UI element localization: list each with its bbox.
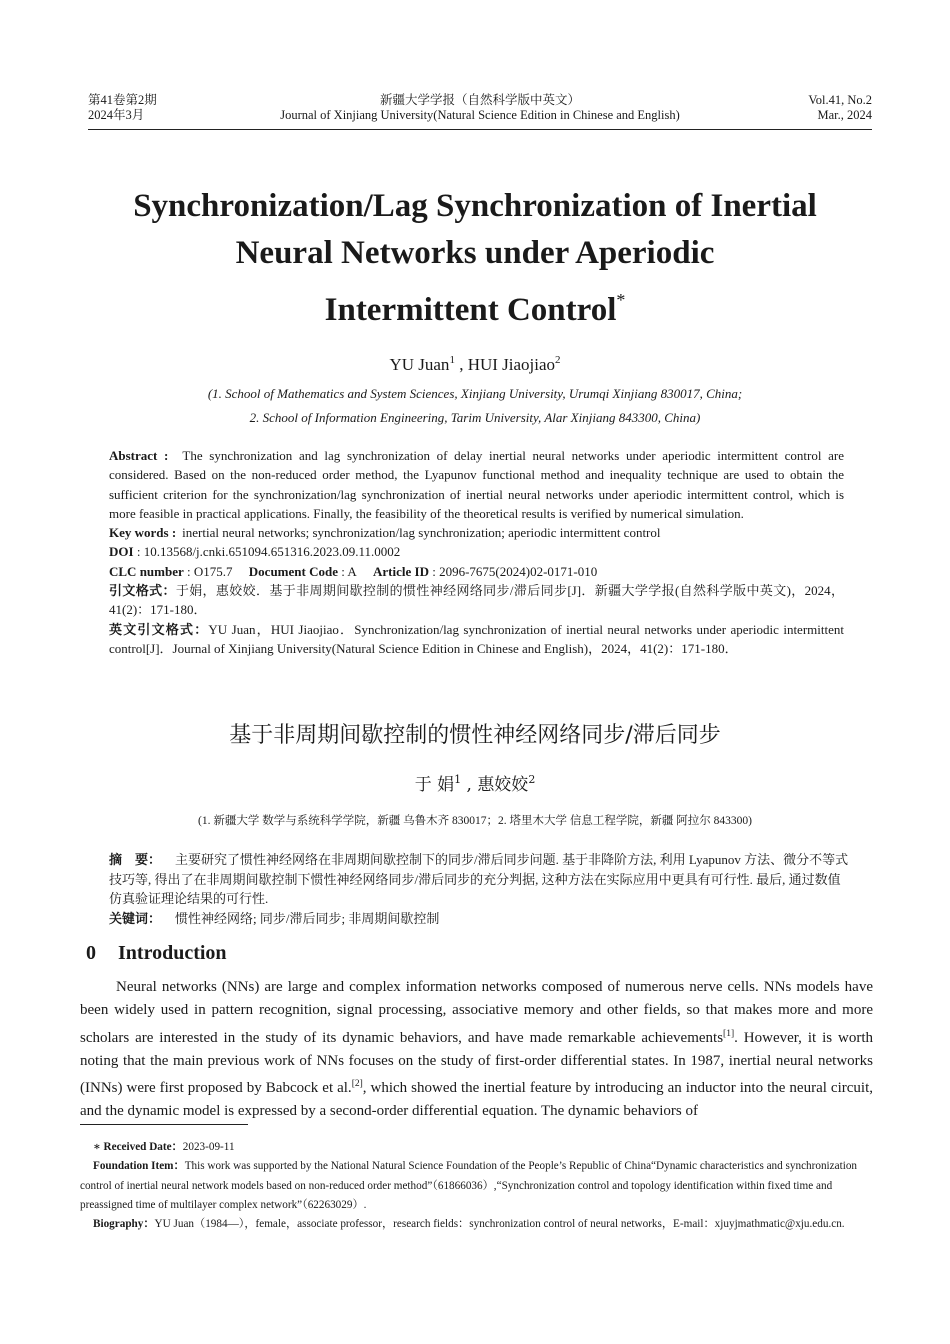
section-heading: 0 Introduction: [86, 942, 227, 964]
affiliation-2: 2. School of Information Engineering, Tarim University, Alar Xinjiang 843300, China): [249, 410, 701, 425]
citation-cn: 引文格式：于娟，惠姣姣．基于非周期间歇控制的惯性神经网络同步/滞后同步[J]．新疆大学学报(自然科学版中英文)，2024，41(2)：171-180．: [109, 583, 844, 618]
biography: Biography：YU Juan（1984—），female，associate professor，research fields：synchronization control of neural networks，E-mail：xjuyjmathmatic@xju.edu.cn.: [93, 1218, 845, 1231]
clc-line: CLC number : O175.7 Document Code : A Article ID : 2096-7675(2024)02-0171-010: [109, 563, 598, 579]
cn-abstract: 摘 要： 主要研究了惯性神经网络在非周期间歇控制下的同步/滞后同步问题. 基于非降阶方法, 利用 Lyapunov 方法、微分不等式技巧等, 得出了在非周期间歇控制下惯性神经网络同步/滞后同步的充分判据, 这种方法在实际应用中更具有可行性. 最后, 通过数值仿真验证理论结果的可行性.: [109, 852, 849, 906]
affiliation-1: (1. School of Mathematics and System Sciences, Xinjiang University, Urumqi Xinjiang 830017, China;: [207, 386, 743, 401]
footnote-divider: [80, 1124, 248, 1125]
footnotes: [80, 1138, 873, 1234]
header-volume: Vol.41, No.2 Mar., 2024: [808, 93, 872, 122]
citation-ref[interactable]: [2]: [351, 1079, 363, 1090]
doi-line: DOI : 10.13568/j.cnki.651094.651316.2023.09.11.0002: [109, 544, 401, 560]
header-issue: 第41卷第2期 2024年3月: [88, 93, 157, 122]
received-date: ∗ Received Date：2023-09-11: [93, 1141, 235, 1153]
citation-ref[interactable]: [1]: [723, 1028, 735, 1039]
author-list: YU Juan$^1$ , HUI Jiaojiao$^2$: [389, 354, 561, 374]
running-header: [88, 93, 872, 130]
paragraph: Neural networks (NNs) are large and complex information networks composed of numerous nerve cells. NNs models have been widely used in pattern recognition, signal processing, associative memory and other fields, so that makes more and more scholars are interested in the study of its dynamic behaviors, and have made remarkable achievements[1]. However, it is worth noting that the main previous work of NNs focuses on the study of first-order differential states. In 1987, inertial neural networks (INNs) were first proposed by Babcock et al.[2], which showed the inertial feature by introducing an inductor into the neural circuit, and the dynamic model is expressed by a second-order differential equation. The dynamic behaviors of: [80, 979, 873, 1120]
abstract: Abstract : The synchronization and lag synchronization of delay inertial neural networks under aperiodic intermittent control are considered. Based on the non-reduced order method, the Lyapunov functional method and inequality technique are used to obtain the sufficient criterion for the synchronization/lag synchronization of inertial neural networks under aperiodic intermittent control, which is more feasible in practical applications. Finally, the feasibility of the theoretical results is verified by numerical simulation.: [109, 448, 844, 521]
cn-abstract-block: [109, 850, 849, 928]
introduction-text: [80, 976, 873, 1124]
foundation-item: Foundation Item：This work was supported by the National Natural Science Foundation of the People’s Republic of China“Dynamic characteristics and synchronization control of inertial neural network models based on non-reduced order method”（61866036）,“Synchronization control and topology identification within fixed time and preassigned time of multilayer complex network”（62263029）.: [80, 1160, 858, 1211]
paper-title: Synchronization/Lag Synchronization of Inertial Neural Networks under Aperiodic Intermittent Control*: [133, 188, 817, 328]
cn-title: 基于非周期间歇控制的惯性神经网络同步/滞后同步: [229, 723, 721, 748]
cn-affiliation: (1. 新疆大学 数学与系统科学学院，新疆 乌鲁木齐 830017；2. 塔里木大学 信息工程学院，新疆 阿拉尔 843300): [198, 815, 752, 827]
abstract-block: [109, 446, 844, 658]
cn-keywords: 关键词： 惯性神经网络; 同步/滞后同步; 非周期间歇控制: [109, 910, 440, 926]
cn-authors: 于 娟$^1$ , 惠姣姣$^2$: [414, 773, 536, 795]
keywords: Key words : inertial neural networks; synchronization/lag synchronization; aperiodic intermittent control: [109, 525, 661, 541]
title-footnote-mark: *: [616, 290, 626, 310]
header-journal: 新疆大学学报（自然科学版中英文） Journal of Xinjiang University(Natural Science Edition in Chinese and English): [280, 93, 680, 122]
citation-en: 英文引文格式：YU Juan，HUI Jiaojiao．Synchronization/lag synchronization of inertial neural networks under aperiodic intermittent control[J]．Journal of Xinjiang University(Natural Science Edition in Chinese and English)，2024，41(2)：171-180．: [109, 621, 844, 656]
